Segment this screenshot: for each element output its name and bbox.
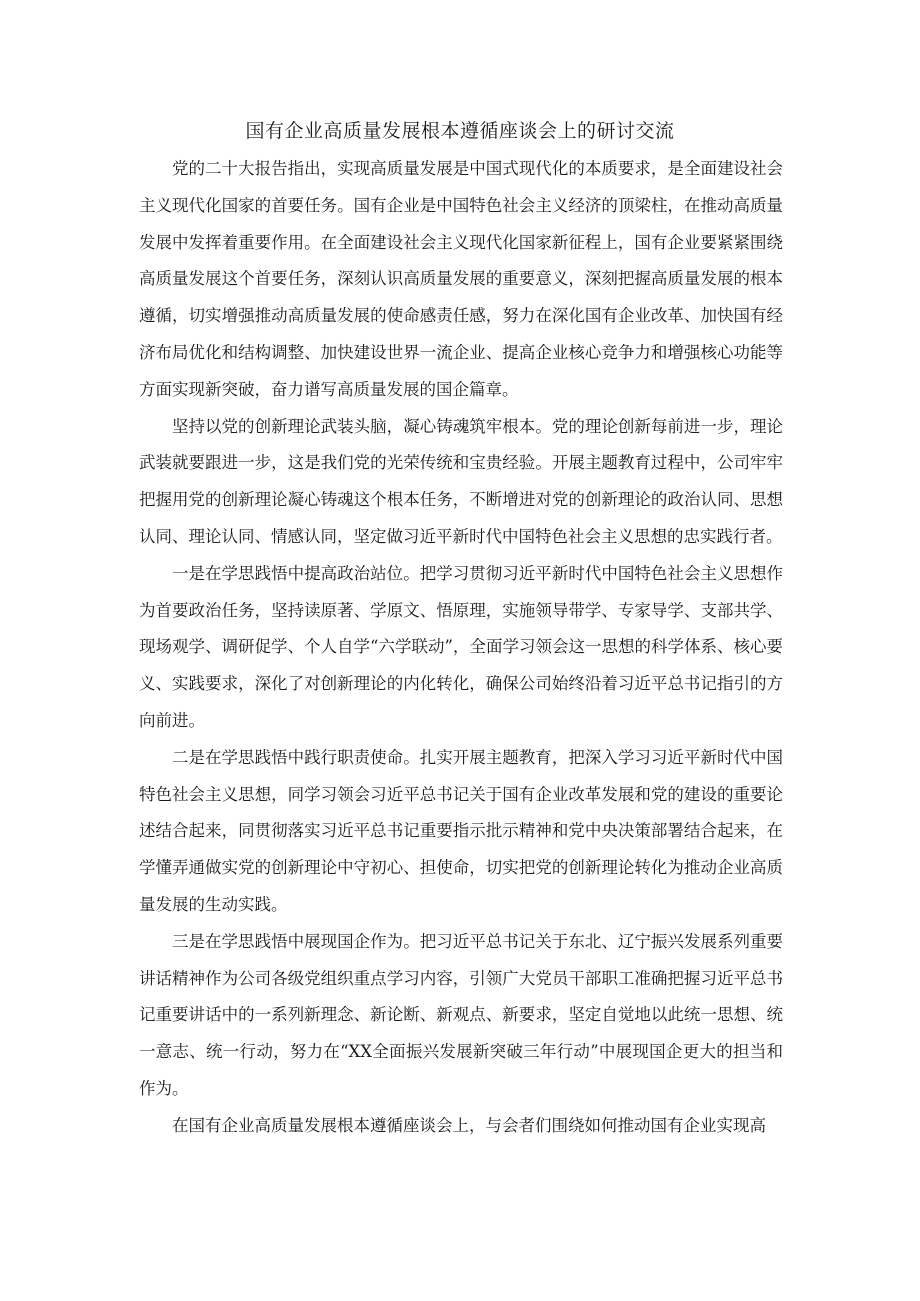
paragraph-theory: 坚持以党的创新理论武装头脑，凝心铸魂筑牢根本。党的理论创新每前进一步，理论武装就要跟进一步，这是我们党的光荣传统和宝贵经验。开展主题教育过程中，公司牢牢把握用党的创新理论凝心铸魂这个根本任务，不断增进对党的创新理论的政治认同、思想认同、理论认同、情感认同，坚定做习近平新时代中国特色社会主义思想的忠实践行者。 <box>139 416 783 546</box>
paragraph-point-three: 三是在学思践悟中展现国企作为。把习近平总书记关于东北、辽宁振兴发展系列重要讲话精神作为公司各级党组织重点学习内容，引领广大党员干部职工准确把握习近平总书记重要讲话中的一系列新理念、新论断、新观点、新要求，坚定自觉地以此统一思想、统一意志、统一行动，努力在“XX全面振兴发展新突破三年行动”中展现国企更大的担当和作为。 <box>139 931 783 1098</box>
document-body <box>139 151 783 1145</box>
paragraph-point-two: 二是在学思践悟中践行职责使命。扎实开展主题教育，把深入学习习近平新时代中国特色社会主义思想，同学习领会习近平总书记关于国有企业改革发展和党的建设的重要论述结合起来，同贯彻落实习近平总书记重要指示批示精神和党中央决策部署结合起来，在学懂弄通做实党的创新理论中守初心、担使命，切实把党的创新理论转化为推动企业高质量发展的生动实践。 <box>139 747 783 914</box>
paragraph-intro: 党的二十大报告指出，实现高质量发展是中国式现代化的本质要求，是全面建设社会主义现代化国家的首要任务。国有企业是中国特色社会主义经济的顶梁柱，在推动高质量发展中发挥着重要作用。在全面建设社会主义现代化国家新征程上，国有企业要紧紧围绕高质量发展这个首要任务，深刻认识高质量发展的重要意义，深刻把握高质量发展的根本遵循，切实增强推动高质量发展的使命感责任感，努力在深化国有企业改革、加快国有经济布局优化和结构调整、加快建设世界一流企业、提高企业核心竞争力和增强核心功能等方面实现新突破，奋力谱写高质量发展的国企篇章。 <box>139 159 783 399</box>
paragraph-conclusion: 在国有企业高质量发展根本遵循座谈会上，与会者们围绕如何推动国有企业实现高 <box>172 1115 766 1135</box>
document-title: 国有企业高质量发展根本遵循座谈会上的研讨交流 <box>245 120 675 142</box>
paragraph-point-one: 一是在学思践悟中提高政治站位。把学习贯彻习近平新时代中国特色社会主义思想作为首要政治任务，坚持读原著、学原文、悟原理，实施领导带学、专家导学、支部共学、现场观学、调研促学、个人自学“六学联动”，全面学习领会这一思想的科学体系、核心要义、实践要求，深化了对创新理论的内化转化，确保公司始终沿着习近平总书记指引的方向前进。 <box>139 563 783 730</box>
